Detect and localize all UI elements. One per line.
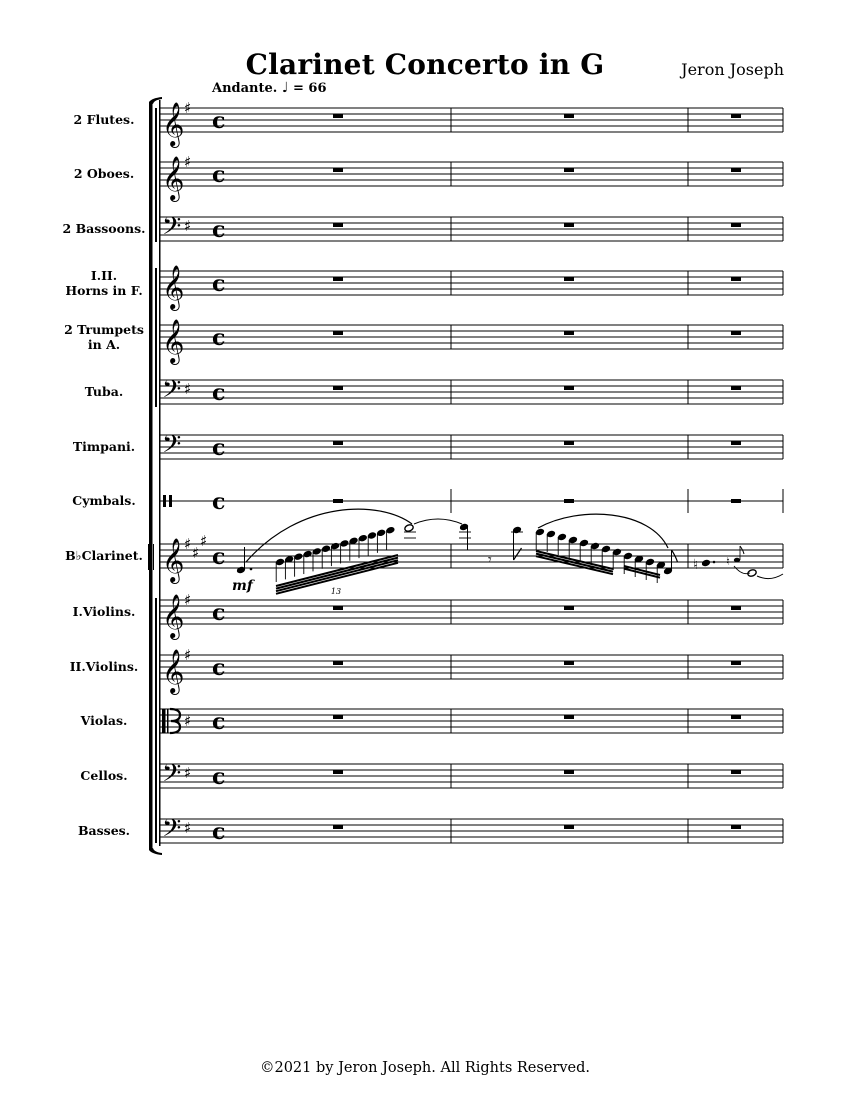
whole-rest <box>564 441 574 445</box>
sharp-icon: ♯ <box>184 535 192 553</box>
eighth-rest-icon: 𝄾 <box>488 552 492 568</box>
instrument-label: Basses. <box>77 823 131 838</box>
bass-clef-icon: 𝄢 <box>162 212 182 247</box>
score-title: Clarinet Concerto in G <box>245 48 605 81</box>
instrument-label: B♭Clarinet. <box>65 548 143 563</box>
alto-clef-icon <box>162 709 180 733</box>
staves <box>160 99 783 849</box>
whole-rest <box>333 277 343 281</box>
brass-bracket <box>155 268 157 407</box>
treble-clef-icon: 𝄞 <box>162 538 185 582</box>
whole-rest <box>731 277 741 281</box>
sharp-icon: ♯ <box>184 712 192 730</box>
sharp-icon: ♯ <box>184 819 192 837</box>
treble-clef-icon: 𝄞 <box>162 265 185 309</box>
common-time-icon: c <box>212 489 226 515</box>
whole-rest <box>731 825 741 829</box>
whole-rest <box>731 441 741 445</box>
staff-10 <box>160 646 783 695</box>
clarinet-bracket-inner <box>153 544 154 570</box>
whole-rest <box>333 114 343 118</box>
bass-clef-icon: 𝄢 <box>162 759 182 794</box>
common-time-icon: c <box>212 435 226 461</box>
clarinet-solo-notation <box>232 509 783 596</box>
whole-rest <box>731 331 741 335</box>
natural-icon: ♮ <box>693 557 699 573</box>
whole-rest <box>333 499 343 503</box>
staff-0 <box>160 99 783 148</box>
sharp-icon: ♯ <box>184 217 192 235</box>
instrument-label: I.II. <box>90 268 118 283</box>
staff-1 <box>160 153 783 202</box>
sharp-icon: ♯ <box>184 380 192 398</box>
natural-icon: ♮ <box>726 555 730 568</box>
bass-clef-icon: 𝄢 <box>162 814 182 849</box>
beam <box>536 551 613 569</box>
whole-rest <box>333 168 343 172</box>
staff-4 <box>160 319 783 365</box>
instrument-labels <box>63 112 146 838</box>
staff-6 <box>160 430 783 465</box>
sharp-icon: ♯ <box>184 153 192 171</box>
sharp-icon: ♯ <box>184 646 192 664</box>
whole-rest <box>333 331 343 335</box>
common-time-icon: c <box>212 544 226 570</box>
treble-clef-icon: 𝄞 <box>162 649 185 693</box>
tempo-text: Andante. <box>212 81 278 96</box>
sharp-icon: ♯ <box>184 764 192 782</box>
staff-9 <box>160 591 783 640</box>
instrument-label: 2 Bassoons. <box>62 221 146 236</box>
dot <box>250 568 253 571</box>
whole-rest <box>564 825 574 829</box>
whole-rest <box>333 715 343 719</box>
instrument-label: Cymbals. <box>72 493 136 508</box>
bass-clef-icon: 𝄢 <box>162 430 182 465</box>
grace-note-head <box>734 558 740 562</box>
whole-rest <box>731 168 741 172</box>
whole-rest <box>333 606 343 610</box>
staff-12 <box>160 759 783 794</box>
common-time-icon: c <box>212 162 226 188</box>
whole-rest <box>564 331 574 335</box>
whole-rest <box>333 825 343 829</box>
common-time-icon: c <box>212 108 226 134</box>
sharp-icon: ♯ <box>184 591 192 609</box>
common-time-icon: c <box>212 600 226 626</box>
common-time-icon: c <box>212 271 226 297</box>
clarinet-bracket <box>148 544 150 570</box>
common-time-icon: c <box>212 764 226 790</box>
whole-rest <box>731 661 741 665</box>
tempo-bpm: = 66 <box>292 81 327 96</box>
whole-rest <box>731 386 741 390</box>
instrument-label: Cellos. <box>80 768 128 783</box>
sharp-icon: ♯ <box>200 532 208 550</box>
whole-rest <box>731 114 741 118</box>
whole-rest <box>564 606 574 610</box>
whole-rest <box>564 277 574 281</box>
whole-rest <box>564 168 574 172</box>
tie <box>414 519 462 524</box>
whole-rest <box>564 114 574 118</box>
whole-rest <box>731 606 741 610</box>
instrument-label: Horns in F. <box>65 283 143 298</box>
slur <box>246 509 412 562</box>
instrument-label: II.Violins. <box>69 659 139 674</box>
composer-name: Jeron Joseph <box>681 60 784 79</box>
treble-clef-icon: 𝄞 <box>162 319 185 363</box>
instrument-label: 2 Flutes. <box>73 112 135 127</box>
common-time-icon: c <box>212 655 226 681</box>
treble-clef-icon: 𝄞 <box>162 102 185 146</box>
instrument-label: Timpani. <box>72 439 136 454</box>
tie <box>757 574 783 579</box>
staff-3 <box>160 265 783 311</box>
instrument-label: 2 Trumpets <box>64 322 144 337</box>
instrument-label: 2 Oboes. <box>73 166 135 181</box>
copyright-notice: ©2021 by Jeron Joseph. All Rights Reserved. <box>259 1060 591 1076</box>
whole-rest <box>564 386 574 390</box>
whole-rest <box>731 770 741 774</box>
quarter-note-icon: ♩ <box>281 80 289 96</box>
tuplet-number: 13 <box>330 587 342 596</box>
instrument-label: Tuba. <box>84 384 124 399</box>
system-line <box>159 100 161 846</box>
sharp-icon: ♯ <box>192 544 200 562</box>
instrument-label: in A. <box>87 337 121 352</box>
system-brackets <box>148 97 162 855</box>
bass-clef-icon: 𝄢 <box>162 375 182 410</box>
common-time-icon: c <box>212 709 226 735</box>
note-head <box>701 559 711 568</box>
whole-rest <box>333 661 343 665</box>
whole-rest <box>731 499 741 503</box>
staff-7 <box>160 489 783 515</box>
instrument-label: Violas. <box>80 713 128 728</box>
whole-rest <box>564 715 574 719</box>
common-time-icon: c <box>212 380 226 406</box>
sharp-icon: ♯ <box>184 99 192 117</box>
treble-clef-icon: 𝄞 <box>162 156 185 200</box>
staff-8 <box>160 532 783 584</box>
instrument-label: I.Violins. <box>72 604 136 619</box>
whole-rest <box>564 661 574 665</box>
common-time-icon: c <box>212 325 226 351</box>
note-head <box>404 524 414 533</box>
whole-rest <box>333 770 343 774</box>
staff-5 <box>160 375 783 410</box>
staff-13 <box>160 814 783 849</box>
strings-bracket <box>155 598 157 843</box>
whole-rest <box>333 386 343 390</box>
whole-rest <box>564 499 574 503</box>
dynamic-marking: mf <box>232 578 253 594</box>
whole-rest <box>333 223 343 227</box>
beam <box>536 556 613 574</box>
whole-rest <box>731 715 741 719</box>
staff-11 <box>160 709 783 735</box>
whole-rest <box>564 770 574 774</box>
whole-rest <box>564 223 574 227</box>
whole-rest <box>333 441 343 445</box>
treble-clef-icon: 𝄞 <box>162 594 185 638</box>
common-time-icon: c <box>212 217 226 243</box>
slur <box>538 514 668 548</box>
dot <box>713 561 716 564</box>
common-time-icon: c <box>212 819 226 845</box>
woodwind-bracket <box>155 108 157 242</box>
whole-rest <box>731 223 741 227</box>
staff-2 <box>160 212 783 247</box>
